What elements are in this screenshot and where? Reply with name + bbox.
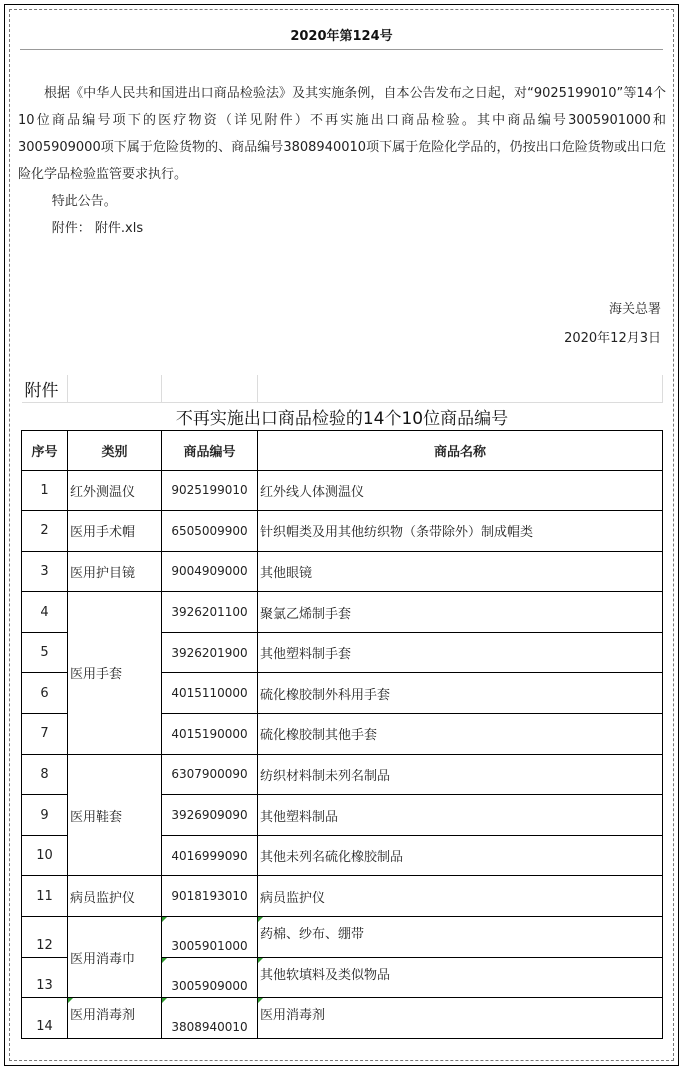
row-no: 5 (22, 632, 68, 673)
row-no: 7 (22, 714, 68, 755)
row-code: 4015110000 (162, 673, 258, 714)
announcement-date: 2020年12月3日 (564, 331, 661, 346)
table-header-row (22, 430, 663, 470)
table-row (22, 511, 663, 552)
sheet-title: 不再实施出口商品检验的14个10位商品编号 (175, 408, 509, 429)
row-name: 药棉、纱布、绷带 (258, 917, 663, 958)
row-category: 医用手术帽 (68, 511, 162, 552)
row-name: 其他塑料制品 (258, 795, 663, 836)
table-row (22, 917, 663, 958)
row-name: 其他未列名硫化橡胶制品 (258, 835, 663, 876)
table-row (22, 551, 663, 592)
row-no: 12 (22, 917, 68, 958)
table-row (22, 470, 663, 511)
closing-text: 特此公告。 (51, 194, 117, 209)
row-category: 医用护目镜 (68, 551, 162, 592)
row-name: 其他眼镜 (258, 551, 663, 592)
row-no: 10 (22, 835, 68, 876)
header-code: 商品编号 (162, 430, 258, 470)
row-name: 其他塑料制手套 (258, 632, 663, 673)
row-code: 4015190000 (162, 714, 258, 755)
header-category: 类别 (68, 430, 162, 470)
row-name: 纺织材料制未列名制品 (258, 754, 663, 795)
row-no: 9 (22, 795, 68, 836)
sheet-row-title (22, 402, 663, 430)
row-no: 8 (22, 754, 68, 795)
row-no: 2 (22, 511, 68, 552)
row-category: 医用消毒巾 (68, 917, 162, 998)
attachment-link[interactable]: 附件： 附件.xls (51, 221, 144, 236)
row-name: 红外线人体测温仪 (258, 470, 663, 511)
row-code: 6505009900 (162, 511, 258, 552)
sheet-cell-empty (258, 375, 663, 402)
row-code: 9004909000 (162, 551, 258, 592)
attachment-label: 附件 (22, 375, 68, 402)
row-no: 14 (22, 998, 68, 1039)
row-code: 9018193010 (162, 876, 258, 917)
signer: 海关总署 (608, 302, 661, 317)
row-name: 硫化橡胶制其他手套 (258, 714, 663, 755)
row-no: 4 (22, 592, 68, 633)
row-code: 3926909090 (162, 795, 258, 836)
sheet-cell-empty (162, 375, 258, 402)
row-category: 医用鞋套 (68, 754, 162, 876)
row-code: 3808940010 (162, 998, 258, 1039)
row-category: 红外测温仪 (68, 470, 162, 511)
row-name: 针织帽类及用其他纺织物（条带除外）制成帽类 (258, 511, 663, 552)
sheet-cell-empty (68, 375, 162, 402)
row-name: 聚氯乙烯制手套 (258, 592, 663, 633)
row-code: 3005901000 (162, 917, 258, 958)
row-no: 11 (22, 876, 68, 917)
row-code: 3926201100 (162, 592, 258, 633)
table-row (22, 998, 663, 1039)
announcement-body (18, 80, 666, 242)
announcement-number: 2020年第124号 (290, 29, 393, 44)
table-row (22, 754, 663, 795)
row-category: 医用消毒剂 (68, 998, 162, 1039)
table-row (22, 876, 663, 917)
row-name: 其他软填料及类似物品 (258, 957, 663, 998)
row-code: 6307900090 (162, 754, 258, 795)
table-row (22, 592, 663, 633)
row-name: 病员监护仪 (258, 876, 663, 917)
row-no: 6 (22, 673, 68, 714)
row-name: 医用消毒剂 (258, 998, 663, 1039)
sheet-row-attachment (22, 375, 663, 402)
row-code: 3926201900 (162, 632, 258, 673)
row-no: 13 (22, 957, 68, 998)
row-no: 3 (22, 551, 68, 592)
row-name: 硫化橡胶制外科用手套 (258, 673, 663, 714)
row-code: 3005909000 (162, 957, 258, 998)
header-no: 序号 (22, 430, 68, 470)
row-code: 4016999090 (162, 835, 258, 876)
title-divider (20, 49, 663, 50)
row-category: 病员监护仪 (68, 876, 162, 917)
row-code: 9025199010 (162, 470, 258, 511)
announcement-paragraph: 根据《中华人民共和国进出口商品检验法》及其实施条例，自本公告发布之日起，对“9025199010”等14个10位商品编号项下的医疗物资（详见附件）不再实施出口商品检验。其中商品编号3005901000和3005909000项下属于危险货物的、商品编号3808940010项下属于危险化学品的，仍按出口危险货物或出口危险化学品检验监管要求执行。 (18, 86, 666, 182)
header-name: 商品名称 (258, 430, 663, 470)
row-no: 1 (22, 470, 68, 511)
attachment-sheet (21, 375, 663, 1039)
row-category: 医用手套 (68, 592, 162, 754)
